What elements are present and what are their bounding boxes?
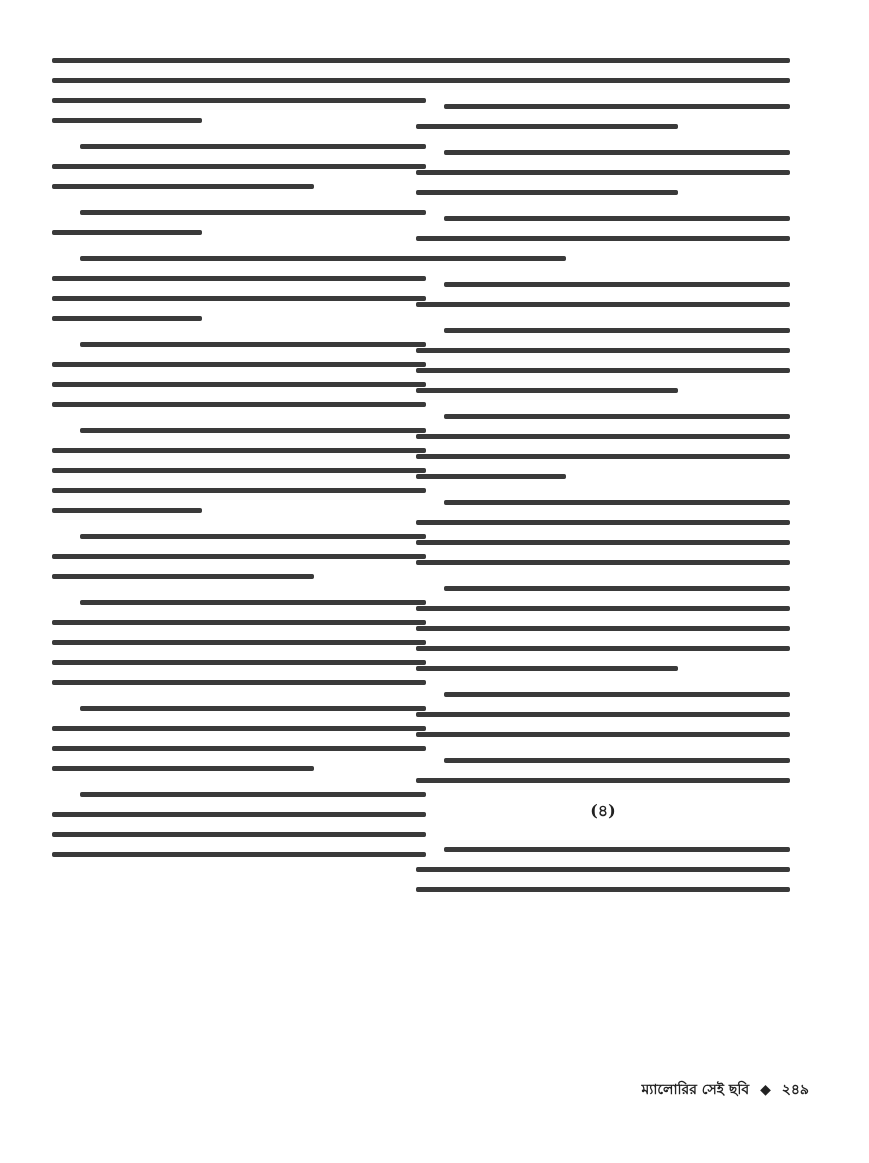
text-line bbox=[416, 666, 678, 671]
text-line bbox=[52, 402, 426, 407]
text-line bbox=[52, 746, 426, 751]
text-line bbox=[416, 388, 678, 393]
text-line bbox=[416, 732, 790, 737]
text-line bbox=[444, 758, 790, 763]
text-line bbox=[80, 600, 426, 605]
text-line bbox=[444, 282, 790, 287]
text-line bbox=[52, 726, 426, 731]
text-line bbox=[52, 832, 426, 837]
text-line bbox=[52, 276, 426, 281]
text-line bbox=[80, 210, 426, 215]
text-line bbox=[52, 230, 202, 235]
text-line bbox=[444, 328, 790, 333]
text-line bbox=[444, 216, 790, 221]
text-line bbox=[416, 368, 790, 373]
text-line bbox=[416, 302, 790, 307]
diamond-icon: ◆ bbox=[760, 1082, 771, 1098]
text-line bbox=[52, 184, 314, 189]
text-line bbox=[416, 606, 790, 611]
text-line bbox=[416, 887, 790, 892]
text-line bbox=[52, 164, 426, 169]
text-line bbox=[52, 554, 426, 559]
text-line bbox=[80, 256, 426, 261]
text-line bbox=[80, 534, 426, 539]
text-line bbox=[52, 362, 426, 367]
page-number: ২৪৯ bbox=[781, 1082, 809, 1098]
text-line bbox=[444, 847, 790, 852]
page-footer bbox=[642, 1078, 809, 1102]
right-column bbox=[416, 58, 790, 907]
text-line bbox=[444, 500, 790, 505]
text-line bbox=[444, 414, 790, 419]
text-line bbox=[416, 78, 790, 83]
text-line bbox=[416, 540, 790, 545]
text-line bbox=[52, 620, 426, 625]
running-title: ম্যালোরির সেই ছবি bbox=[641, 1082, 750, 1098]
text-line bbox=[80, 144, 426, 149]
text-line bbox=[80, 342, 426, 347]
text-line bbox=[52, 78, 426, 83]
text-line bbox=[52, 382, 426, 387]
text-line bbox=[416, 474, 566, 479]
text-line bbox=[52, 468, 426, 473]
text-line bbox=[444, 104, 790, 109]
text-line bbox=[444, 586, 790, 591]
text-line bbox=[416, 560, 790, 565]
text-line bbox=[416, 348, 790, 353]
text-line bbox=[52, 852, 426, 857]
text-line bbox=[52, 118, 202, 123]
text-line bbox=[80, 428, 426, 433]
text-line bbox=[52, 448, 426, 453]
text-line bbox=[80, 706, 426, 711]
text-line bbox=[52, 812, 426, 817]
text-line bbox=[52, 640, 426, 645]
text-line bbox=[416, 454, 790, 459]
text-line bbox=[416, 626, 790, 631]
text-line bbox=[52, 98, 426, 103]
text-line bbox=[52, 296, 426, 301]
text-line bbox=[416, 124, 678, 129]
text-line bbox=[52, 316, 202, 321]
text-line bbox=[52, 660, 426, 665]
section-number: (৪) bbox=[590, 801, 616, 820]
text-line bbox=[416, 190, 678, 195]
text-line bbox=[416, 778, 790, 783]
text-line bbox=[444, 692, 790, 697]
text-line bbox=[52, 508, 202, 513]
text-line bbox=[52, 58, 426, 63]
text-line bbox=[52, 680, 426, 685]
text-line bbox=[416, 236, 790, 241]
left-column bbox=[52, 58, 426, 872]
text-line bbox=[416, 712, 790, 717]
text-line bbox=[416, 867, 790, 872]
text-line bbox=[416, 434, 790, 439]
text-line bbox=[416, 170, 790, 175]
text-line bbox=[416, 646, 790, 651]
text-line bbox=[416, 58, 790, 63]
text-line bbox=[52, 766, 314, 771]
text-line bbox=[444, 150, 790, 155]
text-line bbox=[80, 792, 426, 797]
text-line bbox=[416, 520, 790, 525]
text-line bbox=[52, 574, 314, 579]
text-line bbox=[52, 488, 426, 493]
text-line bbox=[416, 256, 566, 261]
